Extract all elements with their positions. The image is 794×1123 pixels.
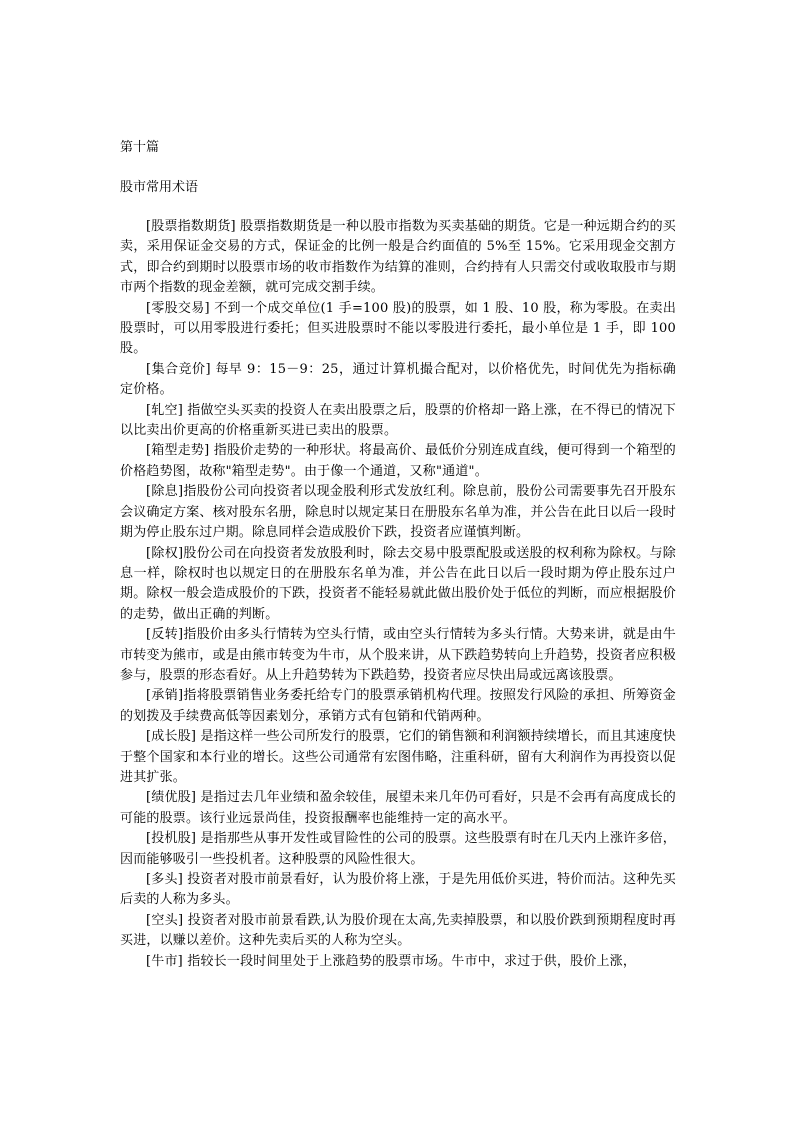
- entry-term: [股票指数期货]: [146, 219, 236, 234]
- entry-term: [投机股]: [146, 831, 197, 847]
- entry-text: 每早 9：15－9：25，通过计算机撮合配对，以价格优先，时间优先为指标确定价格。: [120, 361, 676, 398]
- entry-text: 是指这样一些公司所发行的股票，它们的销售额和利润额持续增长，而且其速度快于整个国家和本行业的增长。这些公司通常有宏图伟略，注重科研，留有大利润作为再投资以促进其扩张。: [120, 729, 676, 785]
- entry-text: 指将股票销售业务委托给专门的股票承销机构代理。按照发行风险的承担、所筹资金的划拨及手续费高低等因素划分，承销方式有包销和代销两种。: [120, 688, 676, 724]
- entry-text: 股票指数期货是一种以股市指数为买卖基础的期货。它是一种远期合约的买卖，采用保证金交易的方式，保证金的比例一般是合约面值的 5%至 15%。它采用现金交割方式，即合约到期时以股票市场的收市指数作为结算的准则，合约持有人只需交付或收取股市与期市两个指数的现金差额，就可完成交割手续。: [120, 219, 677, 296]
- entry-text: 股份公司在向投资者发放股利时，除去交易中股票配股或送股的权利称为除权。与除息一样，除权时也以规定日的在册股东名单为准，并公告在此日以后一段时期为停止股东过户期。除权一般会造成股价的下跌，投资者不能轻易就此做出股价处于低位的判断，而应根据股价的走势，做出正确的判断。: [120, 545, 676, 622]
- entry-text: 投资者对股市前景看好，认为股价将上涨，于是先用低价买进，特价而沽。这种先买后卖的人称为多头。: [120, 872, 676, 908]
- entry-text: 不到一个成交单位(1 手=100 股)的股票，如 1 股、10 股，称为零股。在卖出股票时，可以用零股进行委托；但买进股票时不能以零股进行委托，最小单位是 1 手，即 100 股。: [120, 300, 677, 357]
- entry-term: [成长股]: [146, 729, 197, 745]
- glossary-entry: [120, 788, 676, 829]
- entry-term: [反转]: [146, 627, 184, 643]
- glossary-body: [120, 217, 676, 972]
- chapter-heading: 第十篇: [120, 140, 160, 155]
- glossary-entry: [120, 952, 676, 972]
- glossary-entry: [120, 217, 676, 299]
- entry-text: 指股价走势的一种形状。将最高价、最低价分别连成直线，便可得到一个箱型的价格趋势图，故称"箱型走势"。由于像一个通道，又称"通道"。: [120, 443, 676, 479]
- entry-term: [除权]: [146, 545, 184, 561]
- entry-term: [箱型走势]: [146, 443, 210, 459]
- entry-text: 投资者对股市前景看跌,认为股价现在太高,先卖掉股票，和以股价跌到预期程度时再买进，以赚以差价。这种先卖后买的人称为空头。: [120, 912, 676, 949]
- glossary-entry: [120, 625, 676, 686]
- entry-term: [绩优股]: [146, 790, 197, 806]
- entry-text: 是指过去几年业绩和盈余较佳，展望未来几年仍可看好，只是不会再有高度成长的可能的股票。该行业远景尚佳，投资报酬率也能维持一定的高水平。: [120, 790, 676, 826]
- glossary-entry: [120, 544, 676, 626]
- entry-text: 是指那些从事开发性或冒险性的公司的股票。这些股票有时在几天内上涨许多倍，因而能够吸引一些投机者。这种股票的风险性很大。: [120, 831, 676, 867]
- glossary-entry: [120, 360, 676, 401]
- glossary-entry: [120, 727, 676, 788]
- entry-text: 指股价由多头行情转为空头行情，或由空头行情转为多头行情。大势来讲，就是由牛市转变为熊市，或是由熊市转变为牛市，从个股来讲，从下跌趋势转向上升趋势，投资者应积极参与，股票的形态看好。从上升趋势转为下跌趋势，投资者应尽快出局或远离该股票。: [120, 627, 676, 683]
- glossary-entry: [120, 299, 676, 360]
- glossary-entry: [120, 482, 676, 543]
- glossary-entry: [120, 441, 676, 482]
- entry-text: 指做空头买卖的投资人在卖出股票之后，股票的价格却一路上涨，在不得已的情况下以比卖出价更高的价格重新买进已卖出的股票。: [120, 402, 676, 439]
- section-title: 股市常用术语: [120, 180, 199, 195]
- entry-term: [牛市]: [146, 953, 183, 969]
- entry-text: 指较长一段时间里处于上涨趋势的股票市场。牛市中，求过于供，股价上涨，: [182, 953, 637, 969]
- glossary-entry: [120, 829, 676, 870]
- entry-term: [除息]: [146, 484, 184, 500]
- glossary-entry: [120, 870, 676, 911]
- glossary-entry: [120, 686, 676, 727]
- entry-term: [零股交易]: [146, 300, 210, 316]
- entry-term: [承销]: [146, 688, 184, 704]
- glossary-entry: [120, 401, 676, 442]
- entry-term: [空头]: [146, 912, 184, 928]
- entry-term: [多头]: [146, 872, 183, 887]
- glossary-entry: [120, 911, 676, 952]
- entry-term: [轧空]: [146, 402, 183, 418]
- entry-text: 指股份公司向投资者以现金股利形式发放红利。除息前，股份公司需要事先召开股东会议确定方案、核对股东名册，除息时以规定某日在册股东名单为准，并公告在此日以后一段时期为停止股东过户期。除息同样会造成股价下跌，投资者应谨慎判断。: [120, 484, 676, 541]
- entry-term: [集合竞价]: [146, 361, 211, 377]
